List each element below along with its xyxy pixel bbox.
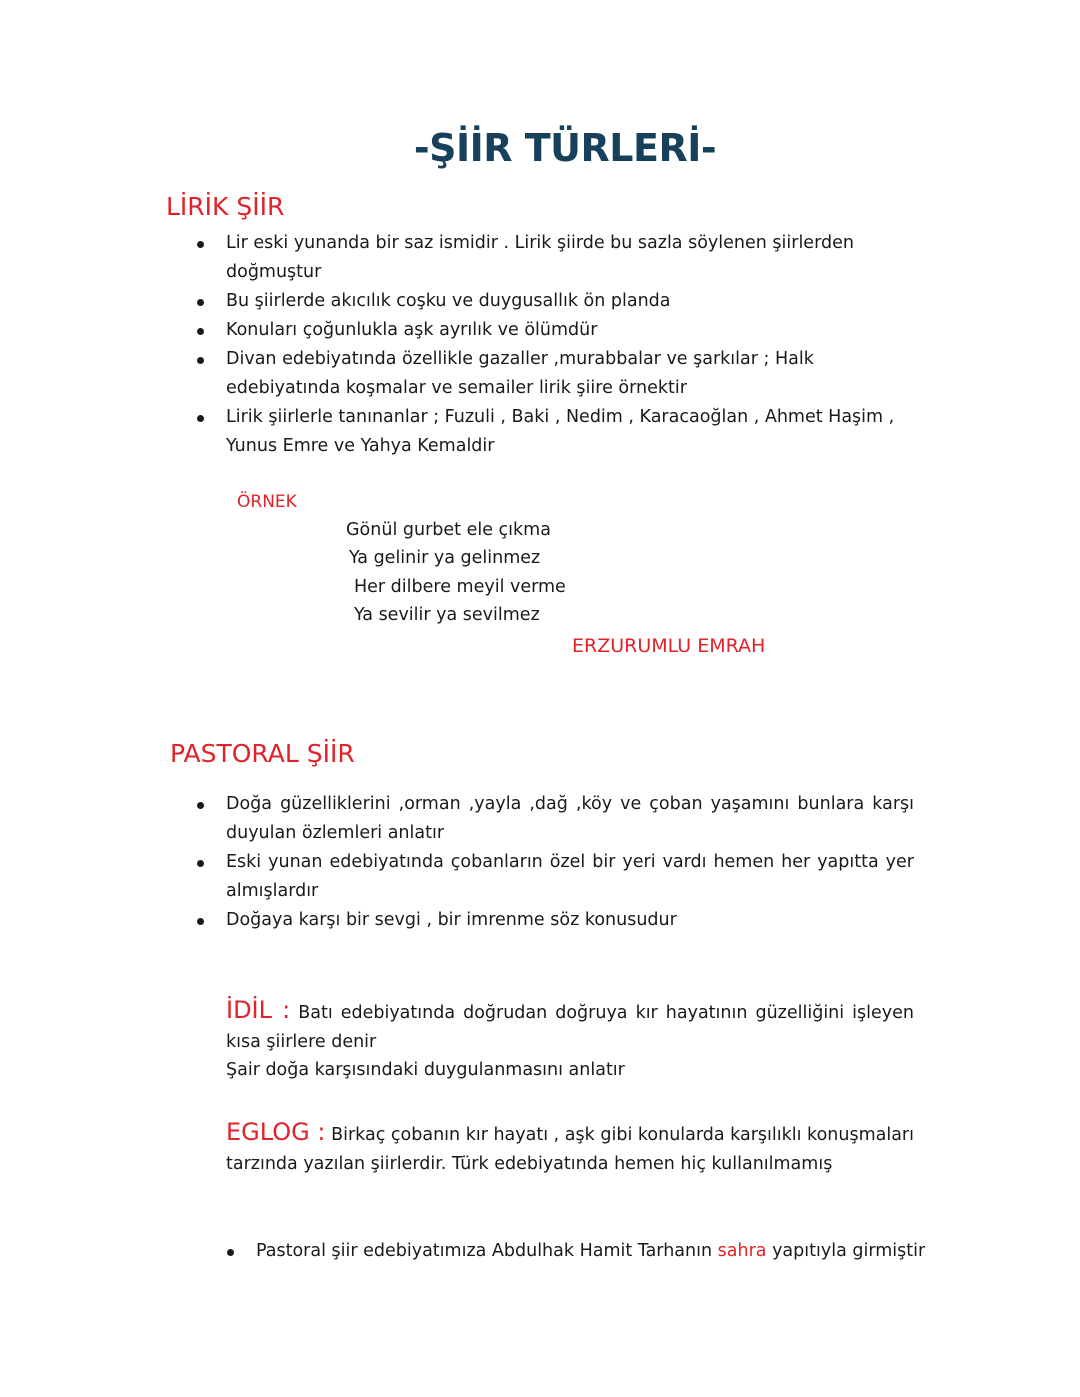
list-item: Doğa güzelliklerini ,orman ,yayla ,dağ ,köy ve çoban yaşamını bunlara karşı duyulan özlemleri anlatır: [226, 790, 914, 848]
poem-line-3: Her dilbere meyil verme: [354, 577, 566, 597]
eglog-text: Birkaç çobanın kır hayatı , aşk gibi konularda karşılıklı konuşmaları tarzında yazılan şiirlerdir. Türk edebiyatında hemen hiç kullanılmamış: [226, 1125, 914, 1174]
bullet-icon: [197, 241, 204, 248]
bullet-icon: [197, 299, 204, 306]
poem-line-4: Ya sevilir ya sevilmez: [354, 605, 540, 625]
pastoral-bullet-list: [226, 790, 914, 935]
bullet-icon: [197, 802, 204, 809]
poem-line-2: Ya gelinir ya gelinmez: [349, 548, 541, 568]
list-item: Lir eski yunanda bir saz ismidir . Lirik şiirde bu sazla söylenen şiirlerden doğmuştur: [226, 229, 916, 287]
idil-label: İDİL :: [226, 996, 291, 1024]
highlight-sahra: sahra: [717, 1241, 767, 1261]
bullet-icon: [197, 860, 204, 867]
final-note-list: [256, 1237, 936, 1266]
section-heading-pastoral: PASTORAL ŞİİR: [170, 739, 355, 768]
lirik-bullet-list: [226, 229, 916, 461]
section-heading-lirik: LİRİK ŞİİR: [166, 192, 285, 221]
list-item: Divan edebiyatında özellikle gazaller ,murabbalar ve şarkılar ; Halk edebiyatında koşmalar ve semailer lirik şiire örnektir: [226, 345, 916, 403]
idil-text: Batı edebiyatında doğrudan doğruya kır hayatının güzelliğini işleyen kısa şiirlere denir: [226, 1003, 914, 1052]
list-item: Doğaya karşı bir sevgi , bir imrenme söz konusudur: [226, 906, 914, 935]
poem-author: ERZURUMLU EMRAH: [572, 635, 766, 657]
page-title: -ŞİİR TÜRLERİ-: [413, 126, 717, 170]
bullet-icon: [227, 1249, 234, 1256]
bullet-icon: [197, 918, 204, 925]
poem-line-1: Gönül gurbet ele çıkma: [346, 520, 551, 540]
eglog-definition: [226, 1118, 914, 1179]
list-item: Konuları çoğunlukla aşk ayrılık ve ölümdür: [226, 316, 916, 345]
list-item: Lirik şiirlerle tanınanlar ; Fuzuli , Baki , Nedim , Karacaoğlan , Ahmet Haşim , Yunus Emre ve Yahya Kemaldir: [226, 403, 916, 461]
list-item: Bu şiirlerde akıcılık coşku ve duygusallık ön planda: [226, 287, 916, 316]
idil-text-2: Şair doğa karşısındaki duygulanmasını anlatır: [226, 1060, 625, 1080]
eglog-label: EGLOG :: [226, 1118, 326, 1146]
bullet-icon: [197, 415, 204, 422]
example-label: ÖRNEK: [237, 492, 297, 512]
idil-definition: [226, 996, 914, 1057]
bullet-icon: [197, 357, 204, 364]
list-item: Eski yunan edebiyatında çobanların özel bir yeri vardı hemen her yapıtta yer almışlardır: [226, 848, 914, 906]
list-item: Pastoral şiir edebiyatımıza Abdulhak Hamit Tarhanın sahra yapıtıyla girmiştir: [256, 1237, 936, 1266]
bullet-icon: [197, 328, 204, 335]
